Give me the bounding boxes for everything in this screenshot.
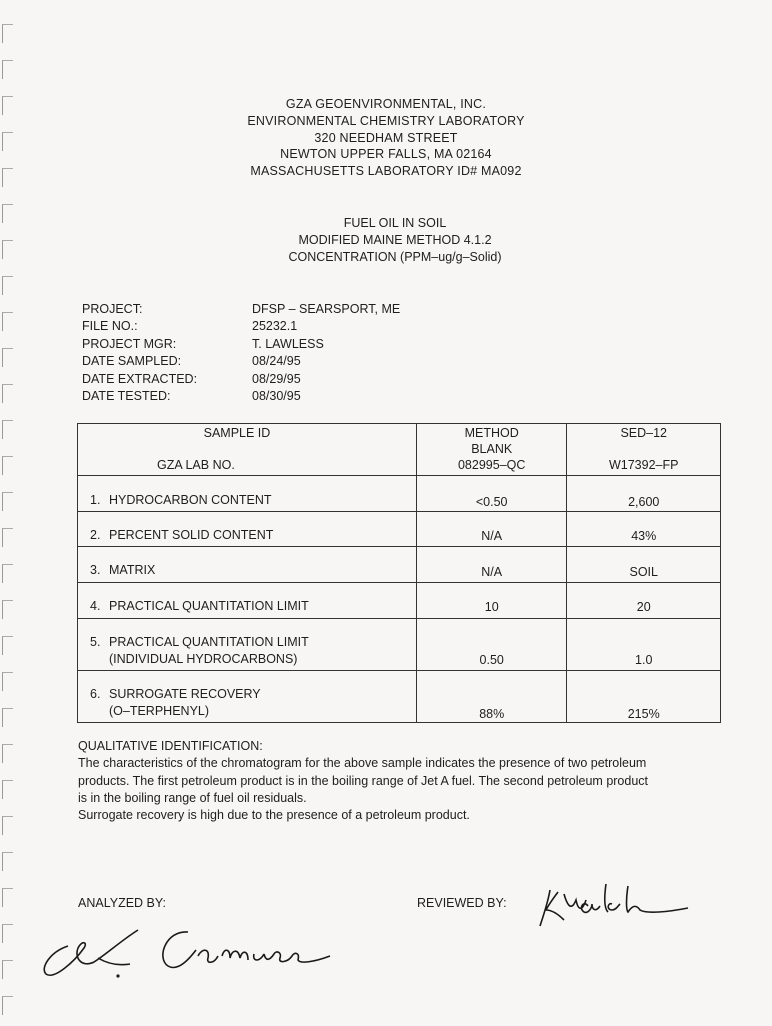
qualitative-line: products. The first petroleum product is in the boiling range of Jet A fuel. The second petroleum product [78, 773, 649, 788]
blank-value: 88% [479, 707, 505, 721]
header-gza-lab-no: GZA LAB NO. [157, 458, 235, 472]
sample-value: 215% [627, 707, 660, 721]
project-info [82, 302, 582, 406]
qualitative-heading: QUALITATIVE IDENTIFICATION: [78, 739, 263, 753]
header-blank: BLANK [471, 442, 513, 456]
lab-city: NEWTON UPPER FALLS, MA 02164 [280, 147, 492, 162]
info-value: DFSP – SEARSPORT, ME [252, 302, 401, 316]
sample-value: 1.0 [635, 653, 653, 667]
info-value: T. LAWLESS [252, 336, 324, 351]
blank-value: 0.50 [479, 653, 504, 667]
blank-value: 10 [484, 600, 499, 614]
analyzed-by-label: ANALYZED BY: [78, 896, 166, 910]
row-label: HYDROCARBON CONTENT [109, 493, 272, 507]
info-row-project-mgr [82, 337, 582, 354]
table-row [78, 583, 721, 619]
blank-value: <0.50 [475, 495, 508, 509]
qualitative-line: is in the boiling range of fuel oil residuals. [78, 790, 307, 805]
lab-street: 320 NEEDHAM STREET [314, 130, 458, 145]
reviewed-signature [528, 880, 698, 940]
sample-value: SOIL [629, 565, 658, 579]
header-sample-name: SED–12 [620, 426, 668, 440]
row-number: 2. [90, 528, 101, 542]
info-value: 08/29/95 [252, 371, 301, 386]
info-label: FILE NO.: [82, 319, 138, 334]
blank-value: N/A [481, 529, 503, 543]
header-qc-id: 082995–QC [457, 458, 526, 472]
sample-value: 20 [636, 600, 651, 614]
header-sample-id: SAMPLE ID [203, 426, 271, 440]
info-label: DATE TESTED: [82, 388, 171, 403]
info-row-project [82, 302, 582, 319]
row-label-line2: (INDIVIDUAL HYDROCARBONS) [109, 652, 298, 666]
row-label-line2: (O–TERPHENYL) [109, 704, 210, 718]
row-number: 4. [90, 599, 101, 613]
info-label: DATE SAMPLED: [82, 354, 182, 369]
table-row [78, 547, 721, 583]
table-row [78, 619, 721, 671]
info-row-date-extracted [82, 372, 582, 389]
row-label: SURROGATE RECOVERY [109, 687, 261, 701]
row-number: 3. [90, 563, 101, 577]
info-row-file-no [82, 319, 582, 336]
info-row-date-tested [82, 389, 582, 406]
report-title: FUEL OIL IN SOIL [343, 216, 447, 230]
info-value: 08/30/95 [252, 388, 301, 403]
qualitative-identification [78, 738, 728, 824]
lab-dept: ENVIRONMENTAL CHEMISTRY LABORATORY [247, 113, 525, 128]
row-label: PERCENT SOLID CONTENT [109, 528, 274, 542]
reviewed-by-label: REVIEWED BY: [417, 896, 507, 910]
qualitative-line: Surrogate recovery is high due to the presence of a petroleum product. [78, 808, 470, 823]
info-label: DATE EXTRACTED: [82, 371, 198, 386]
report-concentration: CONCENTRATION (PPM–ug/g–Solid) [288, 250, 502, 264]
table-row [78, 512, 721, 547]
row-label: PRACTICAL QUANTITATION LIMIT [109, 599, 309, 613]
header-method-blank-cell [416, 424, 567, 476]
info-label: PROJECT MGR: [82, 336, 177, 351]
report-title-block [0, 215, 772, 266]
lab-header [0, 96, 772, 180]
lab-name: GZA GEOENVIRONMENTAL, INC. [285, 97, 487, 111]
table-row [78, 476, 721, 512]
table-header-row [78, 424, 721, 476]
row-label: MATRIX [109, 563, 156, 577]
analyzed-signature [38, 918, 338, 988]
info-label: PROJECT: [82, 302, 143, 316]
lab-id: MASSACHUSETTS LABORATORY ID# MA092 [250, 164, 522, 179]
header-sample-cell [567, 424, 721, 476]
report-method: MODIFIED MAINE METHOD 4.1.2 [298, 233, 492, 247]
row-number: 1. [90, 493, 101, 507]
blank-value: N/A [481, 565, 503, 579]
sample-value: 2,600 [628, 495, 660, 509]
sample-value: 43% [631, 529, 657, 543]
info-value: 08/24/95 [252, 354, 301, 369]
header-sample-lab-no: W17392–FP [608, 458, 679, 472]
qualitative-line: The characteristics of the chromatogram for the above sample indicates the presence of two petroleum [78, 756, 647, 771]
header-method: METHOD [464, 426, 519, 440]
info-row-date-sampled [82, 354, 582, 371]
row-number: 6. [90, 687, 101, 701]
header-sample-id-cell [78, 424, 417, 476]
results-table [77, 423, 721, 723]
info-value: 25232.1 [252, 319, 298, 334]
table-row [78, 671, 721, 723]
row-label: PRACTICAL QUANTITATION LIMIT [109, 635, 309, 649]
row-number: 5. [90, 635, 101, 649]
